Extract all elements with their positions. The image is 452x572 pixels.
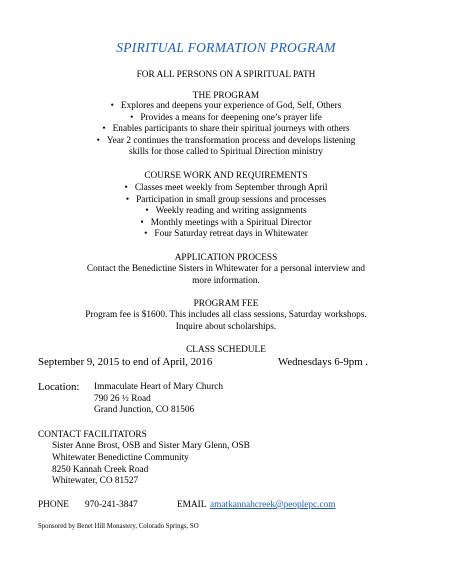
- page-title: SPIRITUAL FORMATION PROGRAM: [116, 40, 336, 55]
- location-name: Immaculate Heart of Mary Church: [94, 382, 224, 392]
- coursework-heading: COURSE WORK AND REQUIREMENTS: [144, 171, 308, 181]
- contact-street: 8250 Kannah Creek Road: [52, 465, 149, 475]
- application-heading: APPLICATION PROCESS: [174, 253, 278, 263]
- list-item: • Provides a means for deepening one’s prayer life: [0, 113, 452, 125]
- coursework-list: [0, 183, 452, 241]
- list-item: • Enables participants to share their spiritual journeys with others: [0, 124, 452, 136]
- phone-label: PHONE: [38, 500, 69, 510]
- schedule-times: Wednesdays 6-9pm .: [278, 356, 368, 368]
- program-heading: THE PROGRAM: [192, 91, 260, 101]
- location-city: Grand Junction, CO 81506: [94, 405, 195, 415]
- contact-names: Sister Anne Brost, OSB and Sister Mary Glenn, OSB: [52, 441, 250, 451]
- schedule-heading: CLASS SCHEDULE: [186, 345, 266, 355]
- contact-heading: CONTACT FACILITATORS: [38, 430, 147, 440]
- subtitle: FOR ALL PERSONS ON A SPIRITUAL PATH: [136, 70, 316, 80]
- location-street: 790 26 ½ Road: [94, 394, 151, 404]
- contact-community: Whitewater Benedictine Community: [52, 453, 189, 463]
- contact-city: Whitewater, CO 81527: [52, 476, 139, 486]
- program-list: [0, 101, 452, 147]
- email-link[interactable]: amatkannahcreek@peoplepc.com: [210, 500, 336, 510]
- application-text-2: more information.: [192, 276, 260, 286]
- list-item: • Monthly meetings with a Spiritual Director: [0, 218, 452, 230]
- list-item: • Explores and deepens your experience of God, Self, Others: [0, 101, 452, 113]
- email-label: EMAIL: [177, 500, 207, 510]
- list-item: • Participation in small group sessions and processes: [0, 195, 452, 207]
- phone-number: 970-241-3847: [85, 500, 138, 510]
- application-text-1: Contact the Benedictine Sisters in Whitewater for a personal interview and: [86, 264, 366, 274]
- list-item: • Year 2 continues the transformation process and develops listening: [0, 136, 452, 148]
- list-item: • Weekly reading and writing assignments: [0, 206, 452, 218]
- fee-text-2: Inquire about scholarships.: [175, 322, 277, 332]
- program-continuation: skills for those called to Spiritual Direction ministry: [129, 147, 323, 157]
- fee-heading: PROGRAM FEE: [193, 299, 259, 309]
- location-label: Location:: [38, 381, 80, 393]
- list-item: • Classes meet weekly from September through April: [0, 183, 452, 195]
- schedule-dates: September 9, 2015 to end of April, 2016: [38, 356, 213, 368]
- fee-text-1: Program fee is $1600. This includes all class sessions, Saturday workshops.: [85, 310, 367, 320]
- list-item: • Four Saturday retreat days in Whitewater: [0, 229, 452, 241]
- sponsor-note: Sponsored by Benet Hill Monastery, Colorado Springs, SO: [38, 523, 199, 530]
